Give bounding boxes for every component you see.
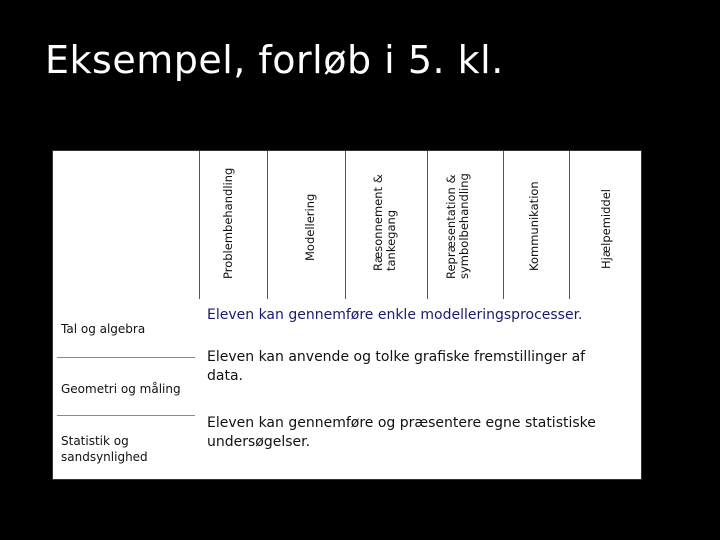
slide-title: Eksempel, forløb i 5. kl. — [45, 38, 504, 82]
column-divider — [345, 151, 346, 299]
column-divider — [503, 151, 504, 299]
column-header-modellering: Modellering — [303, 193, 317, 261]
goal-statistiske-undersoegelser: Eleven kan gennemføre og præsentere egne statistiske undersøgelser. — [207, 415, 596, 450]
column-header-raesonnement: Ræsonnement & tankegang — [371, 174, 398, 271]
row-label-geometri: Geometri og måling — [61, 382, 181, 396]
goal-modellering: Eleven kan gennemføre enkle modelleringsprocesser. — [207, 307, 583, 323]
competence-table — [52, 150, 642, 480]
column-divider — [569, 151, 570, 299]
row-divider — [57, 357, 195, 358]
column-header-hjaelpemiddel: Hjælpemiddel — [599, 189, 613, 269]
row-label-statistik: Statistik og sandsynlighed — [61, 434, 148, 464]
column-header-repraesentation: Repræsentation & symbolbehandling — [444, 173, 471, 279]
row-label-tal-og-algebra: Tal og algebra — [61, 322, 146, 336]
column-divider — [199, 151, 200, 299]
column-divider — [267, 151, 268, 299]
goal-grafiske-fremstillinger: Eleven kan anvende og tolke grafiske fremstillinger af data. — [207, 349, 586, 384]
column-divider — [427, 151, 428, 299]
row-divider — [57, 415, 195, 416]
title-bar — [0, 0, 720, 112]
column-header-problembehandling: Problembehandling — [221, 167, 235, 279]
column-header-kommunikation: Kommunikation — [527, 181, 541, 271]
